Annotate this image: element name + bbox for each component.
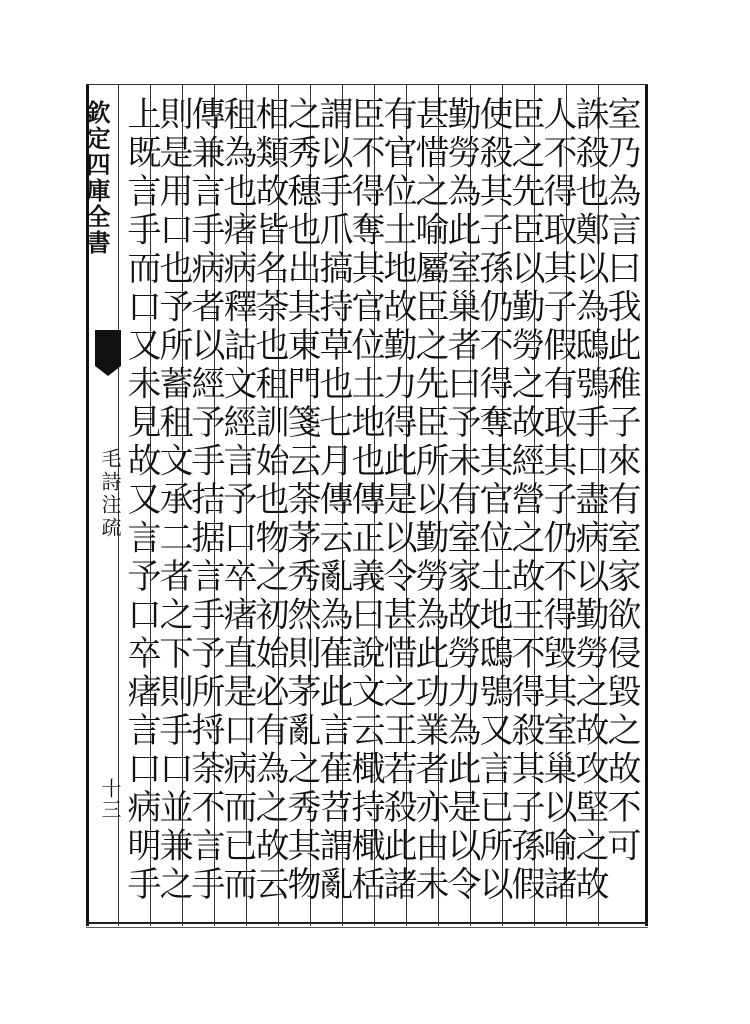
fish-tail-mark (95, 330, 121, 366)
text-column-16: 上既言手而口又未見故又言予口卒瘏言口病明手 (121, 96, 161, 905)
text-column-10: 謂以手爪搞持草也七月傳云亂為萑此言萑苕謂亂 (313, 96, 353, 905)
text-column-8: 有官位土地故勤力得此是以令甚惜之王若殺此諸 (377, 96, 417, 905)
text-column-3: 人不得取其子假有取其子仍不得毀其室巢以喻諸 (537, 96, 577, 905)
text-column-9: 臣不得奪其官位土地也傳正義曰說文云檝持檝栝 (345, 96, 385, 905)
text-column-14: 傳兼言手病者以經予手拮据言手予所捋荼不言手 (185, 96, 225, 905)
text-column-2: 誅殺也鄭以為鴟鴞手口盡病以勤勞之故攻堅之故 (569, 96, 609, 905)
book-title: 毛詩注疏 (98, 448, 122, 540)
text-column-15: 則是用口也予所蓄租文承二者之下則手口並兼之 (153, 96, 193, 905)
text-column-12: 相類故皆名荼也租訓始也物之初始必有為之故云 (249, 96, 289, 905)
page-number: 十三 (98, 778, 122, 820)
text-column-4: 臣之先臣以勤勞之故經營之故王不得殺其子孫假 (505, 96, 545, 905)
top-border (86, 84, 648, 85)
text-column-6: 勤勞為此室巢者曰予未有室家故勞力為此是以令 (441, 96, 481, 905)
text-column-1: 室乃為言曰我此稚子來有室家欲侵毀之故不可 (601, 96, 641, 866)
text-column-7: 甚惜之喻屬臣之先臣所以勤勞為此功業者亦由未 (409, 96, 449, 905)
text-column-5: 使殺其子孫仍不得奪其官位土地鴟鴞又言已所以 (473, 96, 513, 905)
bottom-border (86, 922, 648, 928)
series-title: 欽定四庫全書 (82, 100, 111, 256)
text-column-13: 租為也瘏病釋詁文經言予口卒瘏直是口病而已而 (217, 96, 257, 905)
text-column-11: 之秀穗也出其東門箋云荼茅秀然則茅亂之秀其物 (281, 96, 321, 905)
